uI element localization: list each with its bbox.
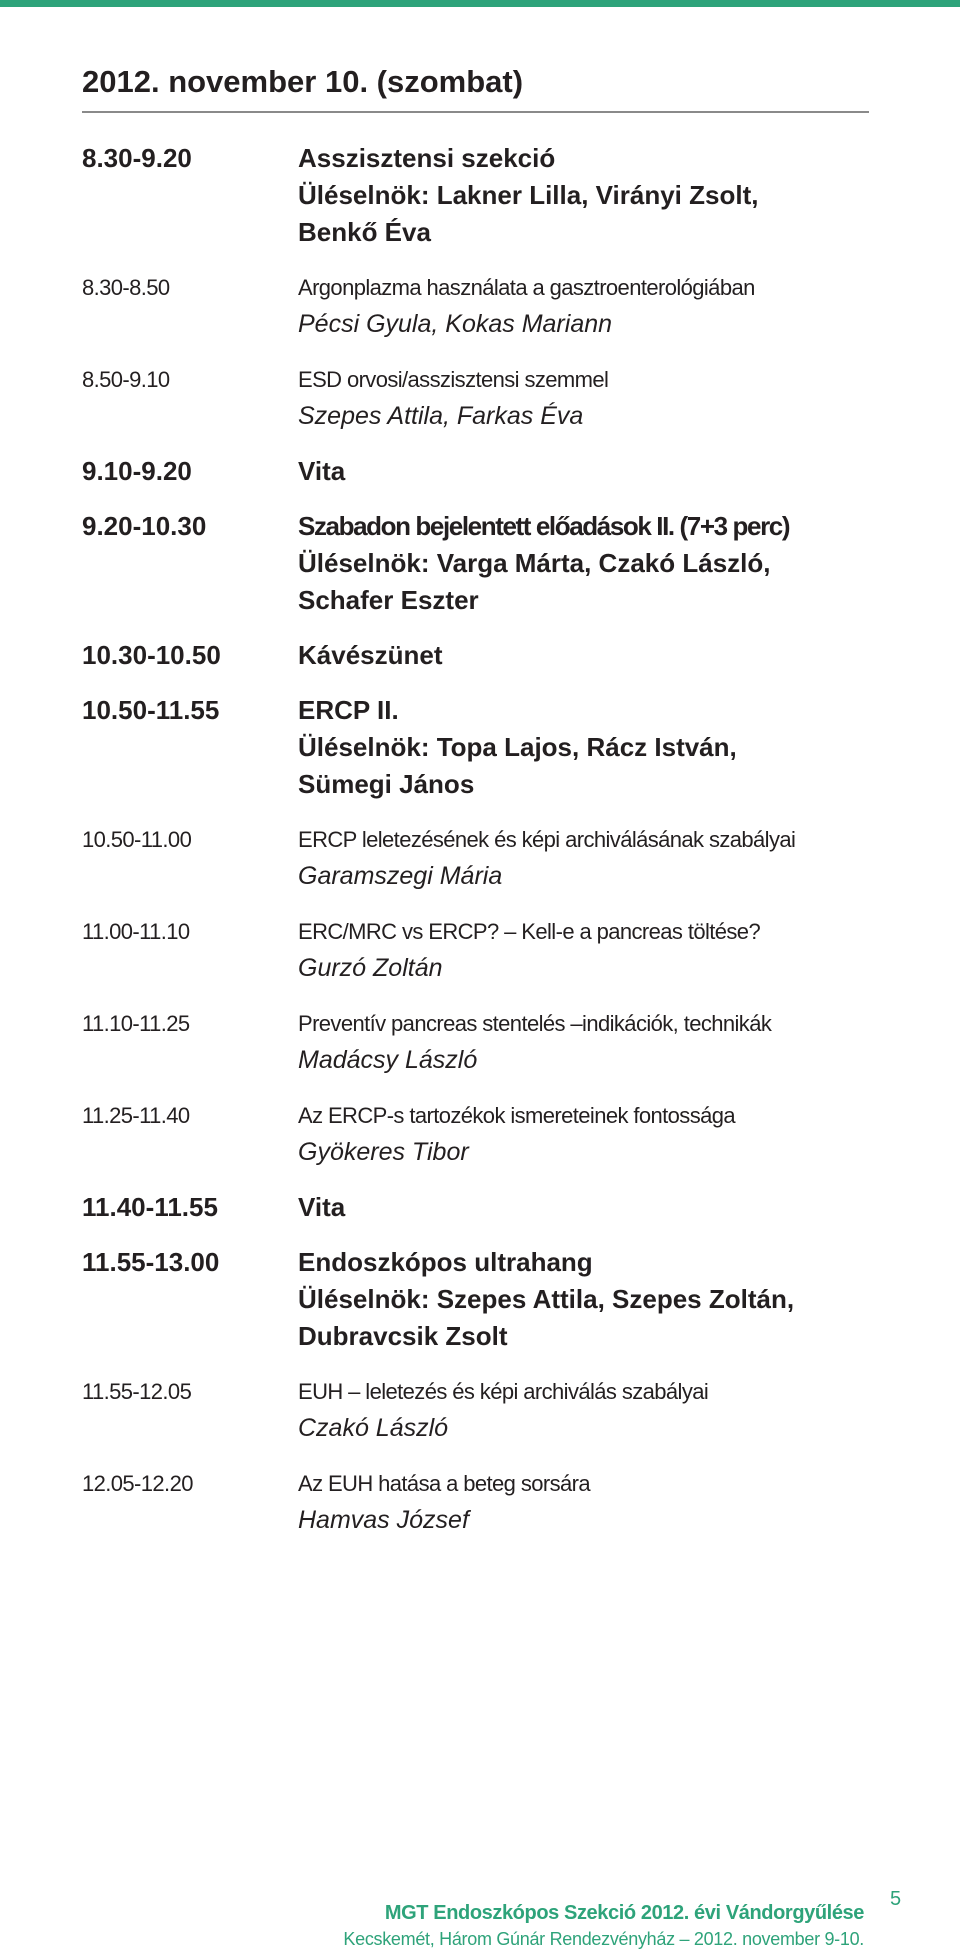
talk-speakers: Pécsi Gyula, Kokas Mariann [298, 310, 613, 338]
talk-time: 11.00-11.10 [82, 919, 190, 944]
talk-row [82, 1097, 882, 1171]
top-accent-bar [0, 0, 960, 7]
talk-speakers: Garamszegi Mária [298, 862, 503, 890]
session-title: Kávészünet [298, 640, 443, 670]
talk-row [82, 361, 882, 435]
talk-row [82, 913, 882, 987]
session-chairs: Üléselnök: Lakner Lilla, Virányi Zsolt, [298, 180, 759, 210]
page-title: 2012. november 10. (szombat) [82, 64, 524, 99]
talk-time: 8.50-9.10 [82, 367, 170, 392]
session-time: 10.50-11.55 [82, 695, 220, 725]
session-title: ERCP II. [298, 695, 399, 725]
talk-time: 10.50-11.00 [82, 827, 192, 852]
session-row [82, 508, 882, 619]
session-chairs-cont: Schafer Eszter [298, 585, 479, 615]
talk-time: 11.25-11.40 [82, 1103, 190, 1128]
talk-speakers: Czakó László [298, 1414, 449, 1442]
session-chairs: Üléselnök: Szepes Attila, Szepes Zoltán, [298, 1284, 795, 1314]
session-chairs-cont: Sümegi János [298, 769, 475, 799]
session-row [82, 1244, 882, 1355]
session-time: 8.30-9.20 [82, 143, 192, 173]
talk-speakers: Gyökeres Tibor [298, 1138, 469, 1166]
talk-speakers: Gurzó Zoltán [298, 954, 443, 982]
talk-title: EUH – leletezés és képi archiválás szabályai [298, 1379, 709, 1404]
talk-row [82, 821, 882, 895]
session-time: 10.30-10.50 [82, 640, 221, 670]
session-title: Vita [298, 456, 346, 486]
session-title: Asszisztensi szekció [298, 143, 556, 173]
talk-row [82, 1465, 882, 1539]
session-row [82, 140, 882, 251]
session-time: 11.40-11.55 [82, 1192, 218, 1222]
session-chairs-cont: Dubravcsik Zsolt [298, 1321, 508, 1351]
talk-row [82, 269, 882, 343]
schedule [82, 140, 882, 1557]
page-footer [343, 1900, 864, 1952]
talk-row [82, 1373, 882, 1447]
talk-title: Az EUH hatása a beteg sorsára [298, 1471, 590, 1496]
session-chairs-cont: Benkő Éva [298, 217, 431, 247]
session-time: 9.20-10.30 [82, 511, 207, 541]
talk-title: ERC/MRC vs ERCP? – Kell-e a pancreas töltése? [298, 919, 761, 944]
session-row [82, 453, 882, 490]
talk-time: 11.55-12.05 [82, 1379, 192, 1404]
talk-title: Argonplazma használata a gasztroenterológiában [298, 275, 755, 300]
talk-speakers: Hamvas József [298, 1506, 469, 1534]
talk-title: Az ERCP-s tartozékok ismereteinek fontossága [298, 1103, 736, 1128]
talk-title: Preventív pancreas stentelés –indikációk, technikák [298, 1011, 772, 1036]
session-time: 9.10-9.20 [82, 456, 192, 486]
session-title: Vita [298, 1192, 346, 1222]
session-row [82, 1189, 882, 1226]
footer-venue: Kecskemét, Három Gúnár Rendezvényház – 2012. november 9-10. [343, 1929, 864, 1949]
session-row [82, 637, 882, 674]
session-title: Endoszkópos ultrahang [298, 1247, 593, 1277]
talk-time: 12.05-12.20 [82, 1471, 193, 1496]
footer-conference: MGT Endoszkópos Szekció 2012. évi Vándorgyűlése [384, 1902, 864, 1924]
talk-speakers: Madácsy László [298, 1046, 478, 1074]
session-chairs: Üléselnök: Varga Márta, Czakó László, [298, 548, 771, 578]
talk-time: 8.30-8.50 [82, 275, 170, 300]
session-chairs: Üléselnök: Topa Lajos, Rácz István, [298, 732, 737, 762]
page-number: 5 [890, 1888, 902, 1910]
talk-speakers: Szepes Attila, Farkas Éva [298, 402, 584, 430]
session-row [82, 692, 882, 803]
talk-title: ESD orvosi/asszisztensi szemmel [298, 367, 609, 392]
talk-title: ERCP leletezésének és képi archiválásának szabályai [298, 827, 796, 852]
session-title: Szabadon bejelentett előadások II. (7+3 perc) [298, 511, 790, 541]
session-time: 11.55-13.00 [82, 1247, 220, 1277]
title-divider [82, 111, 869, 113]
talk-row [82, 1005, 882, 1079]
talk-time: 11.10-11.25 [82, 1011, 190, 1036]
